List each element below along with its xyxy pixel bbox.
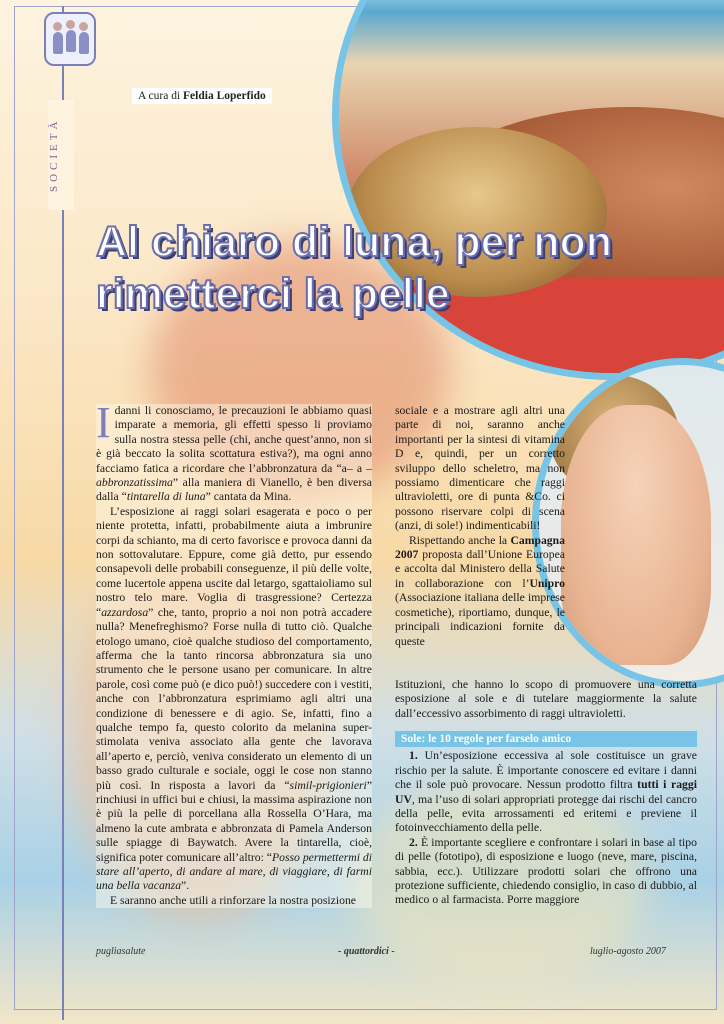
article-title: Al chiaro di luna, per non rimetterci la pelle — [96, 218, 613, 318]
paragraph: E saranno anche utili a rinforzare la nostra posizione — [110, 893, 356, 907]
paragraph: Idanni li conosciamo, le precauzioni le abbiamo quasi imparate a memoria, gli effetti spesso li proviamo sulla nostra stessa pelle (chi, anche quest’anno, non si è già beccato la solita scottatura estiva?), ma ogni anno facciamo fatica a ricordare che l’abbronzatura da “a– a –abbronzatissima” alla maniera di Vianello, è ben diversa dalla “tintarella di luna” cantata da Mina. — [96, 398, 372, 504]
rules-box — [395, 731, 697, 908]
credit-author: Feldia Loperfido — [183, 90, 266, 102]
paragraph: L’esposizione ai raggi solari esagerata e poco o per niente protetta, infatti, probabilmente aiuta a imbrunire corpi da schianto, ma di certo favorisce e provoca danni da non sottovalutare. Eppure, come già detto, pur essendo consapevoli delle probabili conseguenze, il più delle volte, come lucertole appena uscite dal letargo, sgattaioliamo sul nostro telo mare. Voglia di trasgressione? Certezza “azzardosa” che, tanto, proprio a noi non potrà accadere nulla? Menefreghismo? Forse nulla di tutto ciò. Qualche etologo umano, cioè qualche studioso del comportamento, afferma che la tanto rincorsa abbronzatura sia uno strumento che le persone usano per comunicare. In altre parole, così come può (e dico può!) succedere con i vestiti, anche con l’abbronzatura esprimiamo agli altri una condizione di benessere e di agio. Se, infatti, fino a qualche tempo fa, questo colorito da melanina super-stimolata veniva associato alla gente che lavorava all’aperto e, perciò, veniva considerato un elemento di un basso grado culturale e sociale, oggi le cose non stanno più così. In risposta a lavori da “simil-prigionieri” rinchiusi in uffici bui e chiusi, la massima aspirazione non è più la pelle di porcellana alla Rossella O’Hara, ma almeno la cute ambrata e abbronzata di Pamela Anderson sulle spiagge di Baywatch. Avere la tintarella, cioè, significa poter comunicare all’altro: “Posso permettermi di stare all’aperto, di andare al mare, di viaggiare, di farmi una bella vacanza”. — [96, 504, 372, 893]
sunbathing-photo — [332, 0, 724, 380]
author-credit — [132, 88, 272, 104]
paragraph: Rispettando anche la Campagna 2007 proposta dall’Unione Europea e accolta dal Ministero della Salute in collaborazione con l’Unipro (Associazione italiana delle imprese cosmetiche), riportiamo, dunque, le principali indicazioni fornite da queste — [395, 533, 565, 648]
rules-box-heading: Sole: le 10 regole per farselo amico — [395, 731, 697, 747]
rule-item: 2. È importante scegliere e confrontare i solari in base al tipo di pelle (fototipo), di esposizione e luogo (neve, mare, piscina, sabbia, ecc.). Utilizzare prodotti solari che offrono una protezione sufficiente, chiedendo consiglio, in caso di dubbio, al medico o al farmacista. Porre maggiore — [395, 835, 697, 907]
section-label: SOCIETÀ — [48, 100, 74, 210]
rule-item: 1. Un’esposizione eccessiva al sole costituisce un grave rischio per la salute. È importante conoscere ed evitare i danni che il sole può provocare. Nessun prodotto filtra tutti i raggi UV, ma l’uso di solari appropriati protegge dai rischi del cancro della pelle, evita arrossamenti ed eritemi e previene il fotoinvecchiamento della pelle. — [395, 749, 697, 835]
drop-cap: I — [96, 398, 111, 447]
footer-magazine-name: pugliasalute — [96, 946, 146, 957]
footer-issue-date: luglio-agosto 2007 — [590, 946, 666, 957]
article-column-2-continued: Istituzioni, che hanno lo scopo di promuovere una corretta esposizione al sole e di tutelare maggiormente la salute dall’eccessivo assorbimento di raggi ultravioletti. — [395, 678, 697, 720]
paragraph: sociale e a mostrare agli altri una parte di noi, saranno anche importanti per la sintesi di vitamina D e, quindi, per un corretto sviluppo dello scheletro, ma non possiamo dimenticare che raggi ultravioletti, ore di punta &Co. ci possono riservare colpi di scena (anzi, di sole!) indimenticabili! — [395, 404, 565, 533]
magazine-logo — [44, 12, 96, 66]
credit-prefix: A cura di — [138, 90, 181, 102]
article-column-2 — [395, 404, 565, 649]
footer-page-number: - quattordici - — [338, 946, 395, 957]
article-column-1 — [96, 398, 372, 908]
